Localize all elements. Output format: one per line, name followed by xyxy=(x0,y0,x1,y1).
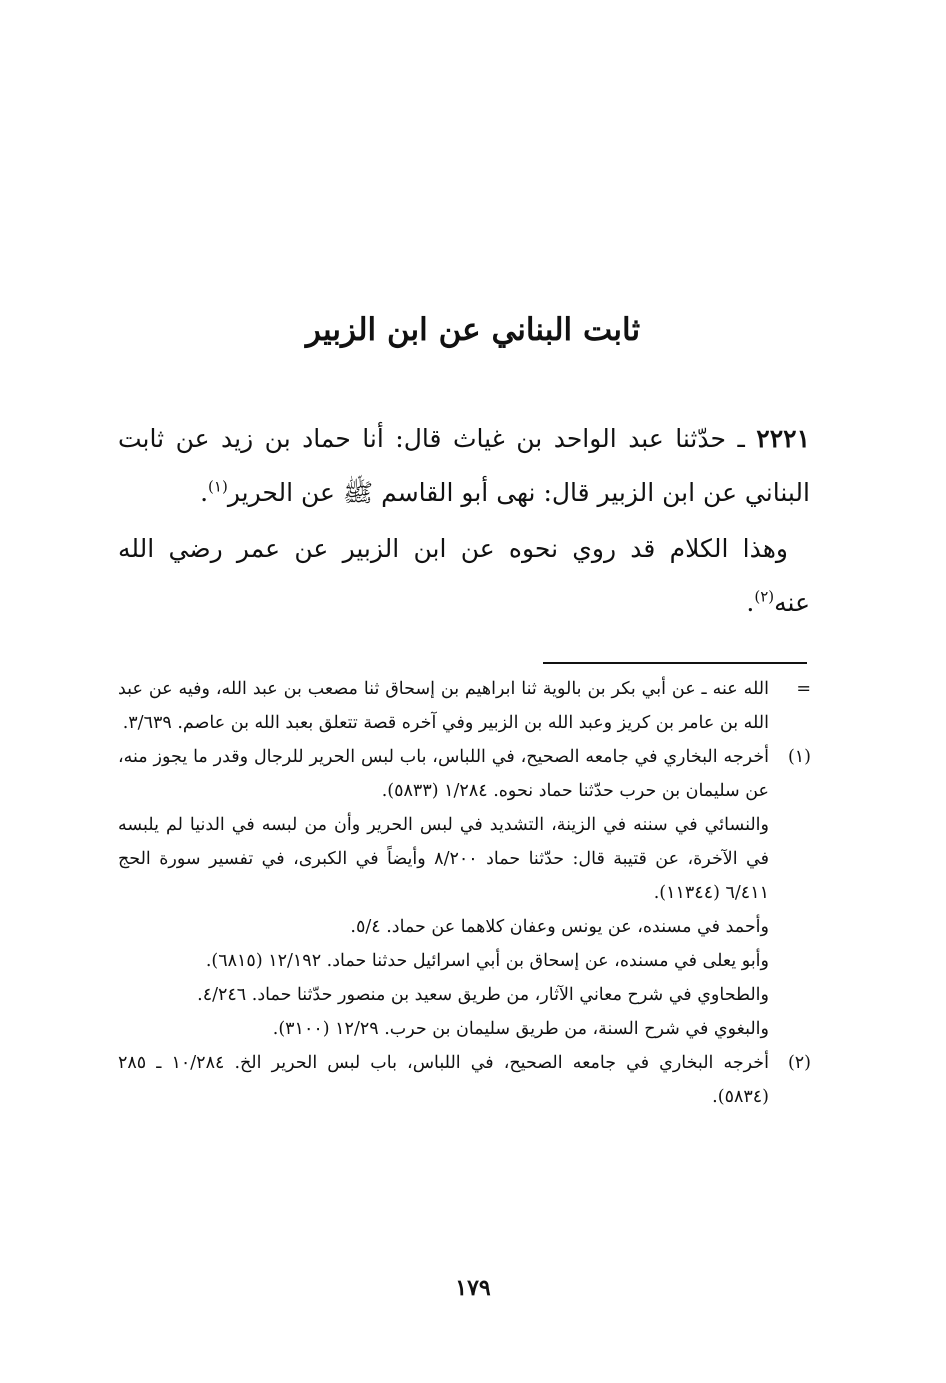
hadith-paragraph xyxy=(118,412,810,520)
main-text xyxy=(118,412,810,630)
footnote-2 xyxy=(118,1046,811,1114)
footnote-paragraph: وأبو يعلى في مسنده، عن إسحاق بن أبي اسرائيل حدثنا حماد. ١٢/١٩٢ (٦٨١٥). xyxy=(205,951,769,971)
comment-text: وهذا الكلام قد روي نحوه عن ابن الزبير عن عمر رضي الله عنه xyxy=(118,534,810,617)
footnotes xyxy=(118,672,811,1114)
comment-end-mark: . xyxy=(746,588,755,617)
footnote-continuation xyxy=(118,672,811,740)
hadith-end-mark: . xyxy=(200,478,209,507)
chapter-title: ثابت البناني عن ابن الزبير xyxy=(305,312,641,348)
hadith-number: ٢٢٢١ xyxy=(756,424,810,453)
footnote-body xyxy=(118,740,769,1046)
footnote-paragraph: وأحمد في مسنده، عن يونس وعفان كلاهما عن حماد. ٥/٤. xyxy=(350,917,769,937)
footnote-1 xyxy=(118,740,811,1046)
footnote-paragraph: والطحاوي في شرح معاني الآثار، من طريق سعيد بن منصور حدّثنا حماد. ٤/٢٤٦. xyxy=(197,985,769,1005)
comment-paragraph xyxy=(118,522,810,630)
footnote-paragraph: والنسائي في سننه في الزينة، التشديد في لبس الحرير وأن من لبسه في الدنيا لم يلبسه في الآخرة، عن قتيبة قال: حدّثنا حماد ٨/٢٠٠ وأيضاً في الكبرى، في تفسير سورة الحج ٦/٤١١ (١١٣٤٤). xyxy=(118,815,770,903)
footnote-paragraph: والبغوي في شرح السنة، من طريق سليمان بن حرب. ١٢/٢٩ (٣١٠٠). xyxy=(272,1019,769,1039)
footnote-marker: = xyxy=(796,679,811,699)
hadith-text: ـ حدّثنا عبد الواحد بن غياث قال: أنا حماد بن زيد عن ثابت البناني عن ابن الزبير قال: نهى أبو القاسم ﷺ عن الحرير xyxy=(118,424,810,507)
footnote-ref-1: (١) xyxy=(208,477,228,496)
footnote-ref-2: (٢) xyxy=(754,587,775,606)
footnote-paragraph: أخرجه البخاري في جامعه الصحيح، في اللباس، باب لبس الحرير للرجال وقدر ما يجوز منه، عن سليمان بن حرب حدّثنا حماد نحوه. ١/٢٨٤ (٥٨٣٣). xyxy=(118,747,769,801)
footnote-separator xyxy=(543,662,807,664)
page-number: ١٧٩ xyxy=(455,1275,491,1301)
footnote-text: الله عنه ـ عن أبي بكر بن بالوية ثنا ابراهيم بن إسحاق ثنا مصعب بن عبد الله، وفيه عن عبد الله بن عامر بن كريز وعبد الله بن الزبير وفي آخره قصة تتعلق بعبد الله بن عاصم. ٣/٦٣٩. xyxy=(118,679,769,733)
footnote-marker: (٢) xyxy=(787,1053,811,1073)
footnote-marker: (١) xyxy=(787,747,811,767)
footnote-text: أخرجه البخاري في جامعه الصحيح، في اللباس، باب لبس الحرير الخ. ١٠/٢٨٤ ـ ٢٨٥ (٥٨٣٤). xyxy=(118,1053,769,1107)
